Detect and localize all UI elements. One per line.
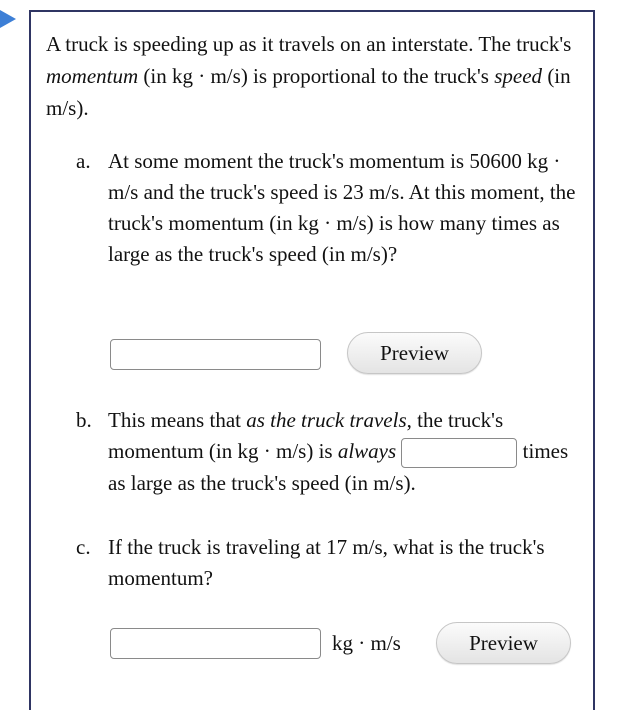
part-c-text: If the truck is traveling at 17 m/s, what is the truck's momentum? bbox=[108, 535, 545, 590]
part-b bbox=[76, 405, 588, 499]
part-b-text: This means that as the truck travels, the truck's momentum (in kg · m/s) is always times as large as the truck's speed (in m/s). bbox=[108, 408, 569, 496]
part-a bbox=[76, 146, 586, 270]
part-b-letter: b. bbox=[76, 408, 92, 432]
part-c-answer-input[interactable] bbox=[110, 628, 321, 659]
part-a-answer-input[interactable] bbox=[110, 339, 321, 370]
part-a-letter: a. bbox=[76, 149, 91, 173]
part-c-preview-button[interactable]: Preview bbox=[436, 622, 571, 664]
part-b-answer-input[interactable] bbox=[401, 438, 517, 468]
part-c bbox=[76, 532, 586, 594]
question-marker-icon bbox=[0, 10, 16, 28]
part-a-preview-button[interactable]: Preview bbox=[347, 332, 482, 374]
part-c-letter: c. bbox=[76, 535, 91, 559]
part-a-text: At some moment the truck's momentum is 50600 kg · m/s and the truck's speed is 23 m/s. At this moment, the truck's momentum (in kg · m/s) is how many times as large as the truck's speed (in m/s)? bbox=[108, 149, 576, 266]
part-c-unit-label: kg · m/s bbox=[332, 631, 401, 655]
question-intro: A truck is speeding up as it travels on an interstate. The truck's momentum (in kg · m/s) is proportional to the truck's speed (in m/s). bbox=[46, 32, 572, 120]
